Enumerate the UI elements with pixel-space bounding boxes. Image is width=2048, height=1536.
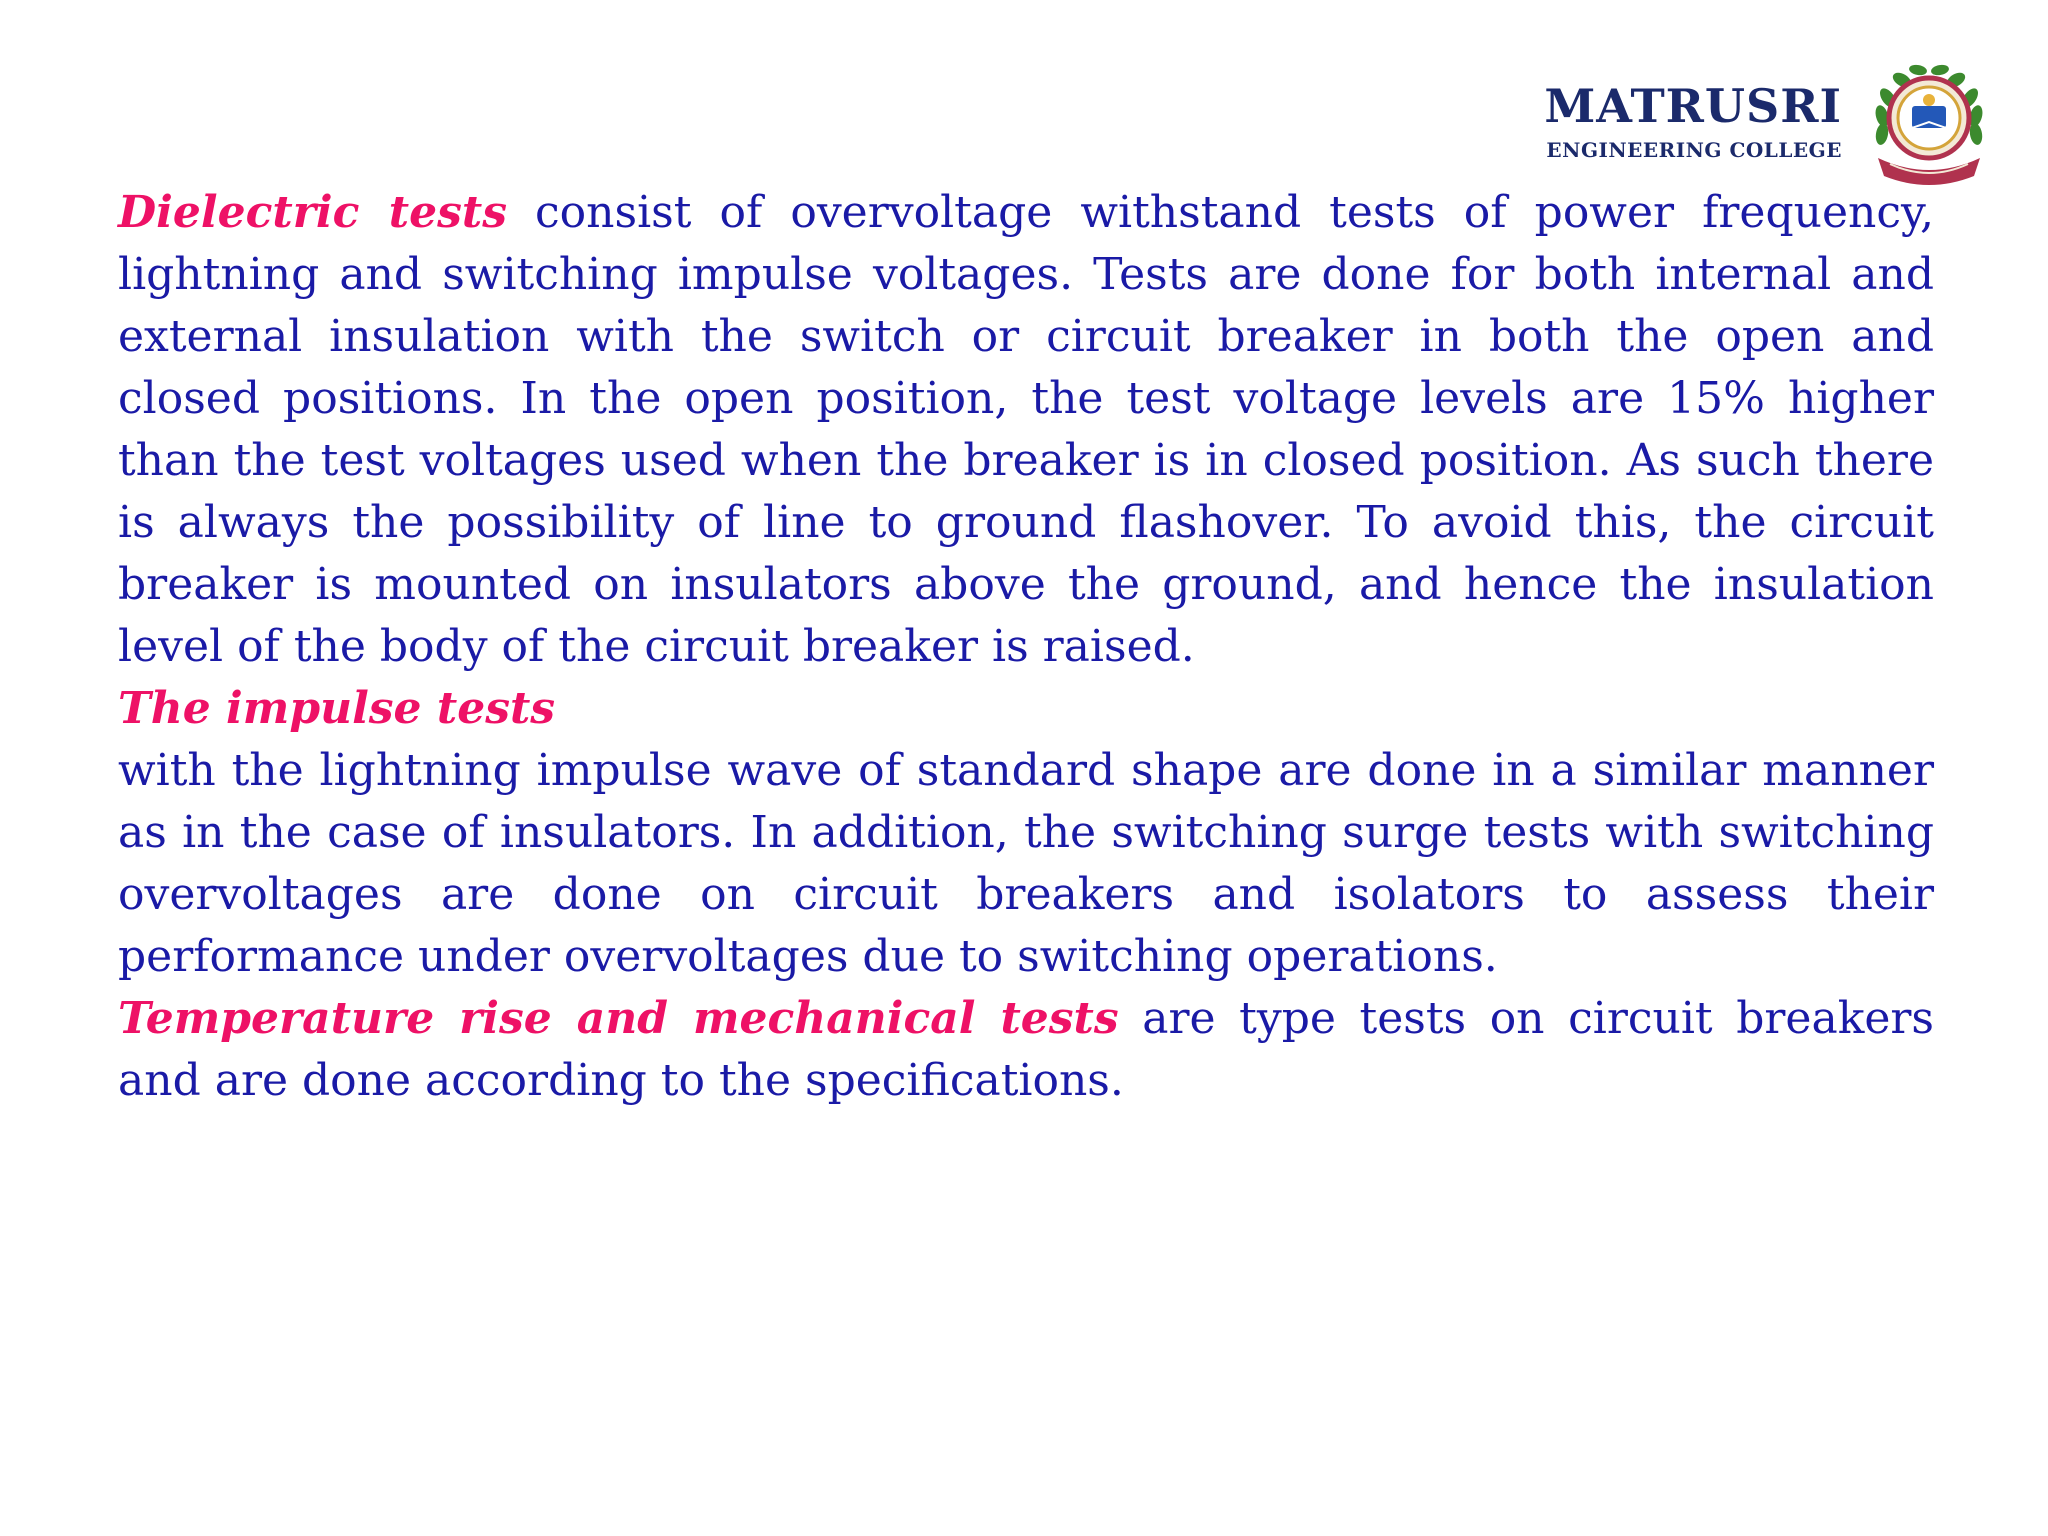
logo-subtitle: ENGINEERING COLLEGE	[1546, 138, 1842, 163]
college-emblem-icon	[1870, 58, 1988, 186]
dielectric-tests-text: consist of overvoltage withstand tests of power frequency, lightning and switching impulse voltages. Tests are done for both internal and external insulation with the switch or circuit breaker in both the open and closed positions. In the open position, the test voltage levels are 15% higher than the test voltages used when the breaker is in closed position. As such there is always the possibility of line to ground flashover. To avoid this, the circuit breaker is mounted on insulators above the ground, and hence the insulation level of the body of the circuit breaker is raised.	[118, 187, 1934, 672]
impulse-tests-heading: The impulse tests	[118, 683, 556, 734]
temperature-tests-paragraph	[118, 988, 1934, 1112]
college-logo	[1544, 58, 1988, 186]
dielectric-tests-term: Dielectric tests	[118, 187, 507, 238]
dielectric-tests-paragraph	[118, 182, 1934, 678]
logo-text	[1544, 78, 1842, 163]
impulse-tests-paragraph: with the lightning impulse wave of standard shape are done in a similar manner as in the case of insulators. In addition, the switching surge tests with switching overvoltages are done on circuit breakers and isolators to assess their performance under overvoltages due to switching operations.	[118, 745, 1934, 982]
temperature-tests-term: Temperature rise and mechanical tests	[118, 993, 1119, 1044]
logo-title: MATRUSRI	[1544, 78, 1842, 133]
temperature-tests-text: are type tests on circuit breakers and are done according to the specifications.	[118, 993, 1935, 1106]
slide-content	[118, 182, 1934, 1112]
